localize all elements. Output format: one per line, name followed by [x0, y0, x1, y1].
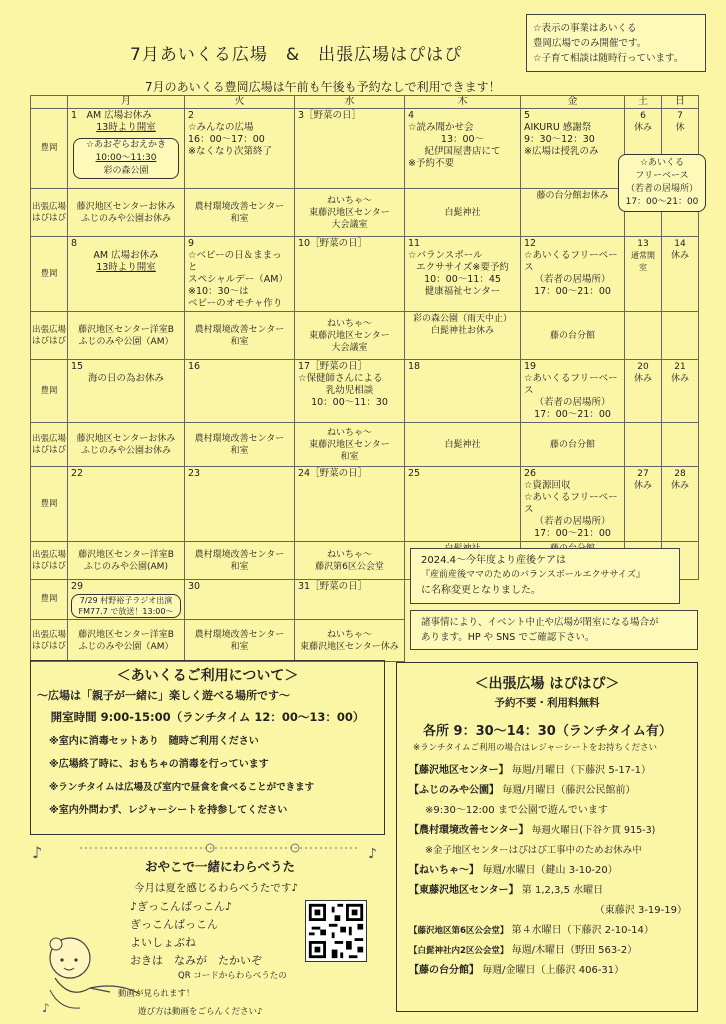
day-cell: 23: [185, 467, 295, 542]
aikuru-rule: ※室内外問わず、レジャーシートを持参してください: [49, 805, 288, 816]
hapi-cell: 藤沢地区センター洋室B ふじのみや公園(AM): [68, 542, 185, 580]
info-box-notice: 諸事情により、イベント中止や広場が閉室になる場合が あります。HP や SNS でご確認下さい。: [410, 610, 698, 650]
day-cell: 5 AIKURU 感謝祭 9：30～12：30 ※広場は授乳のみ: [521, 109, 625, 189]
hapi-cell: 農村環境改善センター 和室: [185, 423, 295, 467]
hapi-location: 【農村環境改善センター】 毎週火曜日(下谷ケ貫 915-3): [409, 825, 656, 836]
day-cell-sun: 28 休み: [662, 467, 699, 542]
warabe-subheading: 今月は夏を感じるわらべうたです♪: [133, 882, 299, 894]
warabe-heading: おやこで一緒にわらべうた: [144, 859, 295, 874]
week1-hapi-row: [31, 189, 699, 237]
day-cell-sat: 13 通常開室: [625, 237, 662, 312]
svg-text:♪: ♪: [368, 846, 377, 862]
notice-line: 豊岡広場でのみ開催です。: [533, 38, 647, 49]
hapi-cell: 藤の台分館: [521, 312, 625, 360]
weekday-thu: 木: [405, 96, 521, 109]
hapi-location: 【藤の台分館】 毎週/金曜日（上藤沢 406-31）: [409, 965, 625, 976]
svg-text:♪: ♪: [32, 843, 43, 862]
hapi-cell: 彩の森公園（雨天中止） 白髭神社お休み: [405, 312, 521, 360]
day-cell: 22: [68, 467, 185, 542]
day-cell: 15 海の日の為お休み: [68, 360, 185, 423]
hapi-cell: 農村環境改善センター 和室: [185, 312, 295, 360]
hapi-location: 【藤沢地区センター】 毎週/月曜日（下藤沢 5-17-1）: [409, 765, 652, 776]
row-label-toyooka: 豊岡: [31, 237, 68, 312]
hapi-lunch-note: ※ランチタイムご利用の場合はレジャーシートをお持ちください: [413, 743, 657, 753]
row-label-hapi: 出張広場 はぴはぴ: [31, 312, 68, 360]
weekday-sat: 土: [625, 96, 662, 109]
hapi-location: 【ねいちゃ～】 毎週/水曜日（鍵山 3-10-20）: [409, 865, 618, 876]
hapi-sub: 予約不要・利用料無料: [494, 697, 600, 709]
hapi-cell: ねいちゃ～ 東藤沢地区センター 大会議室: [295, 189, 405, 237]
day-cell-sat: 20 休み: [625, 360, 662, 423]
hapi-cell: 藤の台分館: [521, 423, 625, 467]
day-cell-sat: 27 休み: [625, 467, 662, 542]
day-cell: 24［野菜の日］: [295, 467, 405, 542]
aikuru-rule: ※室内に消毒セットあり 随時ご利用ください: [49, 736, 259, 747]
day-cell: 25: [405, 467, 521, 542]
notice-box: [526, 14, 706, 72]
hapi-location: 【ふじのみや公園】 毎週/月曜日（藤沢公民館前）: [409, 785, 636, 796]
page-subtitle: 7月のあいくる豊岡広場は午前も午後も予約なしで利用できます！: [145, 80, 501, 94]
hapi-heading: ＜出張広場 はぴはぴ＞: [474, 676, 620, 692]
hapi-location-note: ※9:30～12:00 まで公園で遊んでいます: [425, 805, 608, 816]
hapi-location-note: （東藤沢 3-19-19）: [594, 905, 687, 916]
hapi-cell: 藤沢地区センター洋室B ふじのみや公園（AM）: [68, 312, 185, 360]
hapi-location: 【藤沢地区第6区公会堂】 第４水曜日（下藤沢 2-10-14）: [409, 925, 654, 936]
row-label-hapi: 出張広場 はぴはぴ: [31, 620, 68, 662]
day-cell-sat: 6 休み: [625, 109, 662, 189]
row-label-hapi: 出張広場 はぴはぴ: [31, 542, 68, 580]
row-label-toyooka: 豊岡: [31, 109, 68, 189]
day-cell: 30: [185, 580, 295, 620]
aikuru-hours: 開室時間 9:00-15:00（ランチタイム 12：00～13：00）: [50, 710, 365, 724]
hapi-location-note: ※金子地区センターはぴはぴ工事中のためお休み中: [425, 845, 642, 856]
free-base-bubble: ☆あいくる フリーベース （若者の居場所） 17：00～21：00: [618, 154, 706, 212]
hapi-cell: 藤沢地区センター洋室B ふじのみや公園（AM）: [68, 620, 185, 662]
week3-toyooka-row: [31, 360, 699, 423]
weekday-fri: 金: [521, 96, 625, 109]
day-cell: 29 7/29 村野裕子ラジオ出演 FM77.7 で放送！13:00～: [68, 580, 185, 620]
hapi-cell: 農村環境改善センター 和室: [185, 542, 295, 580]
hapi-cell: 白髭神社: [405, 189, 521, 237]
hapi-location: 【東藤沢地区センター】 第 1,2,3,5 水曜日: [409, 885, 604, 896]
day-cell: 19 ☆あいくるフリーベース （若者の居場所） 17：00～21：00: [521, 360, 625, 423]
row-label-toyooka: 豊岡: [31, 580, 68, 620]
day-cell: 9 ☆ベビーの日＆ままっと スペシャルデー（AM） ※10：30～は ベビーのオモチャ作り: [185, 237, 295, 312]
aikuru-tagline: ～広場は「親子が一緒に」楽しく遊べる場所です～: [37, 689, 290, 702]
day-cell-sun: 7 休: [662, 109, 699, 189]
day-cell: 4 ☆読み聞かせ会 13：00～ 紀伊国屋書店にて ※予約不要: [405, 109, 521, 189]
hapi-cell: 農村環境改善センター 和室: [185, 620, 295, 662]
hapi-location: 【白髭神社内2区公会堂】 毎週/木曜日（野田 563-2）: [409, 945, 638, 956]
hapi-cell: 白髭神社: [405, 423, 521, 467]
day-cell: 8 AM 広場お休み 13時より開室: [68, 237, 185, 312]
info-box-sango: 2024.4～今年度より産後ケアは 『産前産後ママのためのバランスボールエクササイズ』 に名称変更となりました。: [410, 548, 680, 604]
row-label-toyooka: 豊岡: [31, 360, 68, 423]
day-cell: 1 AM 広場お休み 13時より開室 ☆あおぞらおえかき 10:00～11:30 彩の森公園: [68, 109, 185, 189]
weekday-mon: 月: [68, 96, 185, 109]
event-bubble: ☆あおぞらおえかき 10:00～11:30 彩の森公園: [73, 138, 179, 179]
row-label-hapi: 出張広場 はぴはぴ: [31, 189, 68, 237]
weekday-sun: 日: [662, 96, 699, 109]
notice-line: ☆表示の事業はあいくる: [533, 23, 637, 34]
day-cell: 3［野菜の日］: [295, 109, 405, 189]
hapi-cell: 藤沢地区センターお休み ふじのみや公園お休み: [68, 423, 185, 467]
hapi-cell: ねいちゃ～ 東藤沢地区センター休み: [295, 620, 405, 662]
aikuru-heading: ＜あいくるご利用について＞: [116, 668, 299, 684]
day-cell: 18: [405, 360, 521, 423]
hapi-time: 各所 9：30～14：30（ランチタイム有）: [423, 724, 672, 739]
warabe-lyrics: ♪ぎっこんばっこん♪ ぎっこんばっこん よいしょぶね おきは なみが たかいぞ: [130, 900, 262, 967]
hapi-cell: ねいちゃ～ 東藤沢地区センター 大会議室: [295, 312, 405, 360]
day-cell: 26 ☆資源回収 ☆あいくるフリーベース （若者の居場所） 17：00～21：00: [521, 467, 625, 542]
aikuru-usage-box: [30, 660, 385, 835]
hapi-cell: 藤沢地区センターお休み ふじのみや公園お休み: [68, 189, 185, 237]
day-cell-sun: 14 休み: [662, 237, 699, 312]
child-illustration-icon: [40, 930, 150, 1015]
hapi-cell: ねいちゃ～ 東藤沢地区センター 和室: [295, 423, 405, 467]
row-label-toyooka: 豊岡: [31, 467, 68, 542]
day-cell: 16: [185, 360, 295, 423]
row-label-hapi: 出張広場 はぴはぴ: [31, 423, 68, 467]
event-bubble: 7/29 村野裕子ラジオ出演 FM77.7 で放送！13:00～: [71, 594, 181, 618]
aikuru-rule: ※広場終了時に、おもちゃの消毒を行っています: [49, 759, 269, 770]
page-title: 7月あいくる広場 & 出張広場はぴはぴ: [130, 45, 463, 65]
hapi-info-box: [396, 662, 698, 1012]
hapi-cell: 農村環境改善センター 和室: [185, 189, 295, 237]
weekday-tue: 火: [185, 96, 295, 109]
week3-hapi-row: [31, 423, 699, 467]
weekday-header: [31, 96, 699, 109]
hapi-cell: ねいちゃ～ 藤沢第6区公会堂: [295, 542, 405, 580]
day-cell: 2 ☆みんなの広場 16：00～17：00 ※なくなり次第終了: [185, 109, 295, 189]
week2-toyooka-row: [31, 237, 699, 312]
qr-note: QR コードからわらべうたの 動画が見られます！ 遊び方は動画をごらんください♪: [118, 971, 287, 1017]
day-cell: 12 ☆あいくるフリーベース （若者の居場所） 17：00～21：00: [521, 237, 625, 312]
week2-hapi-row: [31, 312, 699, 360]
day-cell: 10［野菜の日］: [295, 237, 405, 312]
svg-text:♪: ♪: [42, 1001, 50, 1015]
notice-line: ☆子育て相談は随時行っています。: [533, 53, 684, 64]
day-cell: 17［野菜の日］ ☆保健師さんによる 乳幼児相談 10：00～11：30: [295, 360, 405, 423]
day-cell: 11 ☆バランスボール エクササイズ※要予約 10：00～11：45 健康福祉センター: [405, 237, 521, 312]
day-cell: 31［野菜の日］: [295, 580, 405, 620]
week4-toyooka-row: [31, 467, 699, 542]
week1-toyooka-row: [31, 109, 699, 189]
day-cell-sun: 21 休み: [662, 360, 699, 423]
aikuru-rule: ※ランチタイムは広場及び室内で昼食を食べることができます: [49, 782, 315, 793]
weekday-wed: 水: [295, 96, 405, 109]
qr-code-icon[interactable]: [305, 900, 367, 962]
hapi-cell: 藤の台分館お休み: [521, 189, 625, 237]
